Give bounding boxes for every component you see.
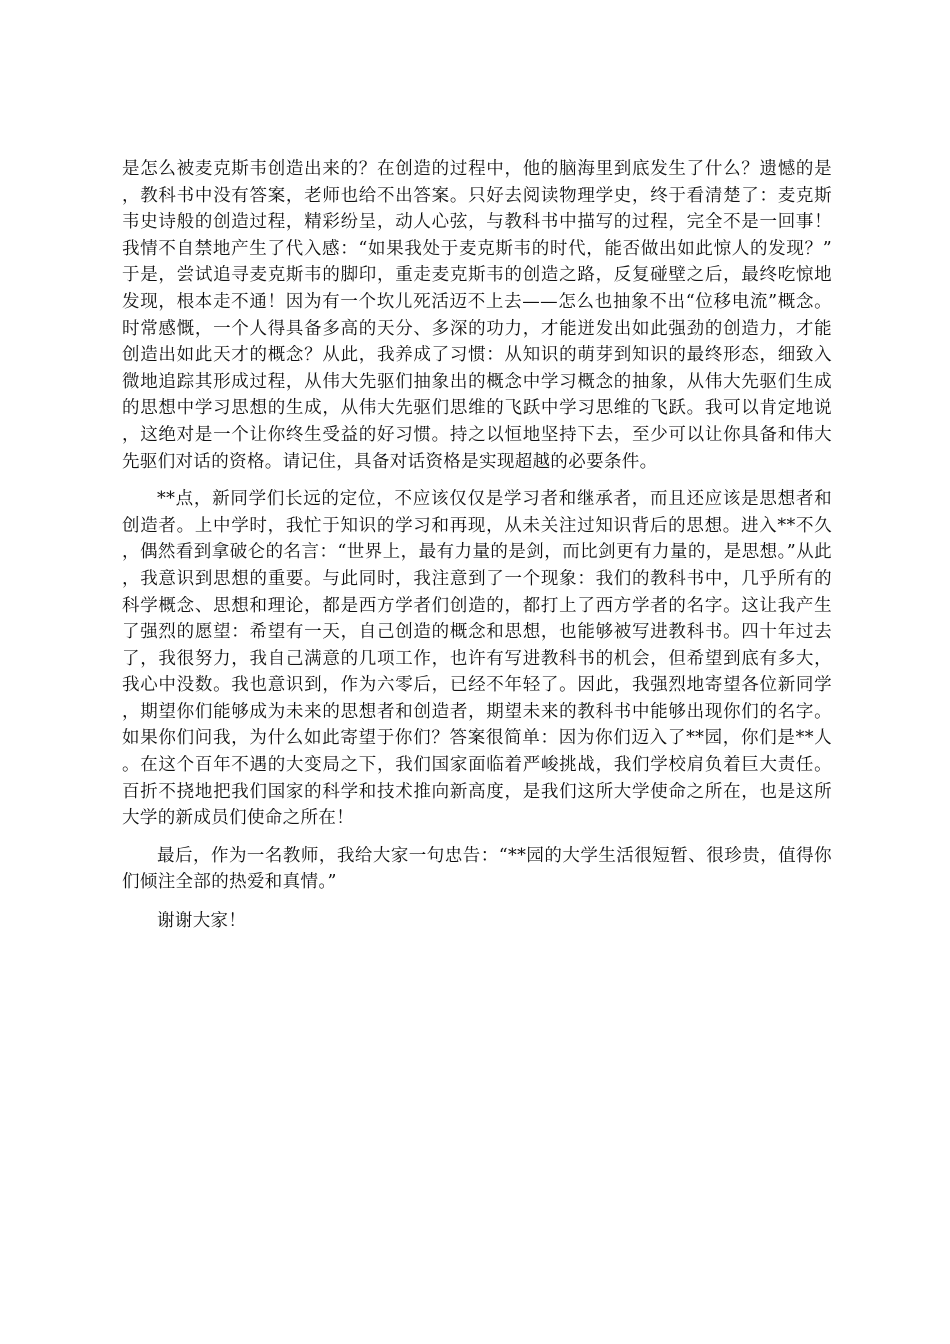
paragraph-maxwell: 是怎么被麦克斯韦创造出来的？在创造的过程中，他的脑海里到底发生了什么？遗憾的是，教科书中没有答案，老师也给不出答案。只好去阅读物理学史，终于看清楚了：麦克斯韦史诗般的创造过程，精彩纷呈，动人心弦，与教科书中描写的过程，完全不是一回事！我情不自禁地产生了代入感：“如果我处于麦克斯韦的时代，能否做出如此惊人的发现？”于是，尝试追寻麦克斯韦的脚印，重走麦克斯韦的创造之路，反复碰壁之后，最终吃惊地发现，根本走不通！因为有一个坎儿死活迈不上去——怎么也抽象不出“位移电流”概念。时常感慨，一个人得具备多高的天分、多深的功力，才能迸发出如此强劲的创造力，才能创造出如此天才的概念？从此，我养成了习惯：从知识的萌芽到知识的最终形态，细致入微地追踪其形成过程，从伟大先驱们抽象出的概念中学习概念的抽象，从伟大先驱们生成的思想中学习思想的生成，从伟大先驱们思维的飞跃中学习思维的飞跃。我可以肯定地说，这绝对是一个让你终生受益的好习惯。持之以恒地坚持下去，至少可以让你具备和伟大先驱们对话的资格。请记住，具备对话资格是实现超越的必要条件。	[122, 159, 832, 472]
paragraph-advice: 最后，作为一名教师，我给大家一句忠告：“**园的大学生活很短暂、很珍贵，值得你们倾注全部的热爱和真情。”	[122, 845, 832, 893]
paragraph-thinkers-creators: **点，新同学们长远的定位，不应该仅仅是学习者和继承者，而且还应该是思想者和创造者。上中学时，我忙于知识的学习和再现，从未关注过知识背后的思想。进入**不久，偶然看到拿破仑的名言：“世界上，最有力量的是剑，而比剑更有力量的，是思想。”从此，我意识到思想的重要。与此同时，我注意到了一个现象：我们的教科书中，几乎所有的科学概念、思想和理论，都是西方学者们创造的，都打上了西方学者的名字。这让我产生了强烈的愿望：希望有一天，自己创造的概念和思想，也能够被写进教科书。四十年过去了，我很努力，我自己满意的几项工作，也许有写进教科书的机会，但希望到底有多大，我心中没数。我也意识到，作为六零后，已经不年轻了。因此，我强烈地寄望各位新同学，期望你们能够成为未来的思想者和创造者，期望未来的教科书中能够出现你们的名字。如果你们问我，为什么如此寄望于你们？答案很简单：因为你们迈入了**园，你们是**人。在这个百年不遇的大变局之下，我们国家面临着严峻挑战，我们学校肩负着巨大责任。百折不挠地把我们国家的科学和技术推向新高度，是我们这所大学使命之所在，也是这所大学的新成员们使命之所在！	[122, 489, 832, 829]
document-body	[122, 156, 832, 935]
closing-thanks: 谢谢大家！	[157, 911, 247, 932]
